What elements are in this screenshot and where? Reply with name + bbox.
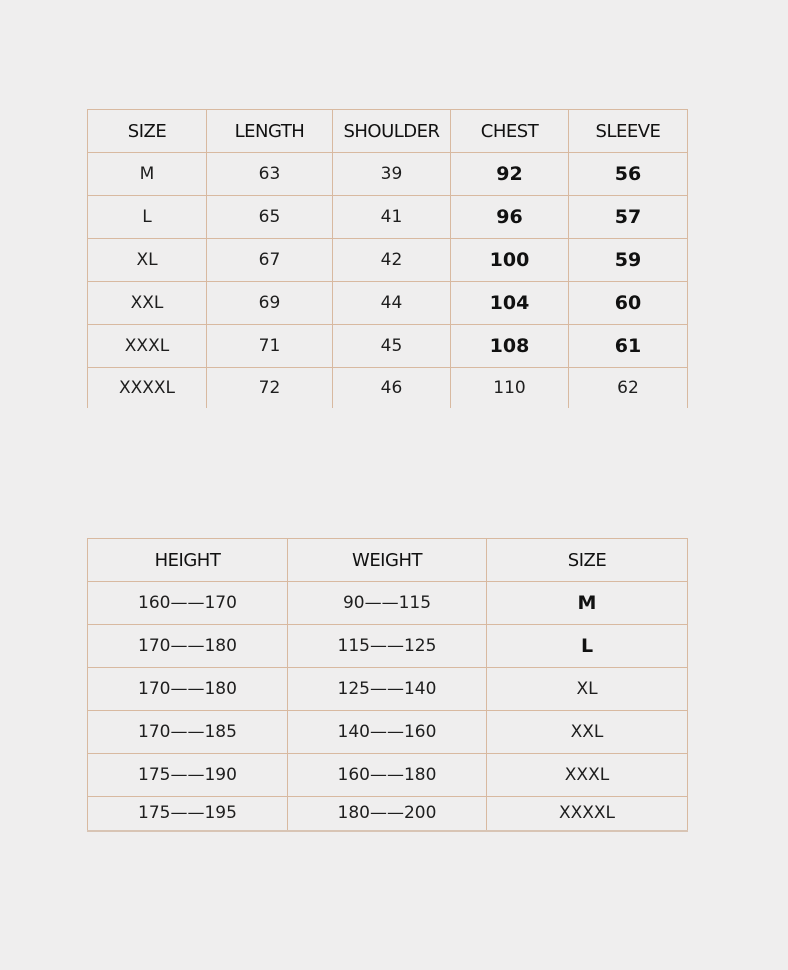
size-cell: M: [487, 582, 688, 625]
length-cell: 65: [207, 196, 333, 239]
sleeve-cell: 61: [569, 325, 688, 368]
size-cell: L: [487, 625, 688, 668]
table-row: [88, 196, 688, 239]
garment-measurements-table: [87, 109, 688, 408]
header-size: SIZE: [88, 110, 207, 153]
chest-cell: 104: [451, 282, 569, 325]
table-row: [88, 582, 688, 625]
height-cell: 170——180: [88, 668, 288, 711]
table-row: [88, 668, 688, 711]
size-cell: XXXL: [88, 325, 207, 368]
table-row: [88, 368, 688, 408]
table-row: [88, 282, 688, 325]
header-shoulder: SHOULDER: [333, 110, 451, 153]
chest-cell: 108: [451, 325, 569, 368]
weight-cell: 180——200: [288, 797, 487, 831]
table-row: [88, 754, 688, 797]
sleeve-cell: 57: [569, 196, 688, 239]
header-chest: CHEST: [451, 110, 569, 153]
shoulder-cell: 45: [333, 325, 451, 368]
shoulder-cell: 41: [333, 196, 451, 239]
weight-cell: 140——160: [288, 711, 487, 754]
sleeve-cell: 60: [569, 282, 688, 325]
weight-cell: 125——140: [288, 668, 487, 711]
chest-cell: 110: [451, 368, 569, 408]
size-cell: XL: [487, 668, 688, 711]
header-size: SIZE: [487, 539, 688, 582]
sleeve-cell: 59: [569, 239, 688, 282]
length-cell: 71: [207, 325, 333, 368]
length-cell: 72: [207, 368, 333, 408]
height-cell: 160——170: [88, 582, 288, 625]
length-cell: 67: [207, 239, 333, 282]
chest-cell: 96: [451, 196, 569, 239]
size-cell: XXXL: [487, 754, 688, 797]
size-cell: XXL: [88, 282, 207, 325]
size-cell: M: [88, 153, 207, 196]
length-cell: 69: [207, 282, 333, 325]
height-weight-size-table: [87, 538, 688, 832]
height-cell: 170——185: [88, 711, 288, 754]
sleeve-cell: 56: [569, 153, 688, 196]
table-row: [88, 625, 688, 668]
size-cell: XXL: [487, 711, 688, 754]
header-weight: WEIGHT: [288, 539, 487, 582]
chest-cell: 100: [451, 239, 569, 282]
chest-cell: 92: [451, 153, 569, 196]
size-cell: L: [88, 196, 207, 239]
table-row: [88, 239, 688, 282]
table-row: [88, 153, 688, 196]
header-length: LENGTH: [207, 110, 333, 153]
weight-cell: 160——180: [288, 754, 487, 797]
sleeve-cell: 62: [569, 368, 688, 408]
shoulder-cell: 44: [333, 282, 451, 325]
table-row: [88, 797, 688, 831]
height-cell: 175——195: [88, 797, 288, 831]
size-cell: XXXXL: [88, 368, 207, 408]
weight-cell: 90——115: [288, 582, 487, 625]
shoulder-cell: 39: [333, 153, 451, 196]
height-cell: 170——180: [88, 625, 288, 668]
header-sleeve: SLEEVE: [569, 110, 688, 153]
table-header-row: [88, 539, 688, 582]
header-height: HEIGHT: [88, 539, 288, 582]
shoulder-cell: 42: [333, 239, 451, 282]
table-header-row: [88, 110, 688, 153]
table-row: [88, 325, 688, 368]
table-row: [88, 711, 688, 754]
weight-cell: 115——125: [288, 625, 487, 668]
size-cell: XXXXL: [487, 797, 688, 831]
size-cell: XL: [88, 239, 207, 282]
length-cell: 63: [207, 153, 333, 196]
height-cell: 175——190: [88, 754, 288, 797]
shoulder-cell: 46: [333, 368, 451, 408]
